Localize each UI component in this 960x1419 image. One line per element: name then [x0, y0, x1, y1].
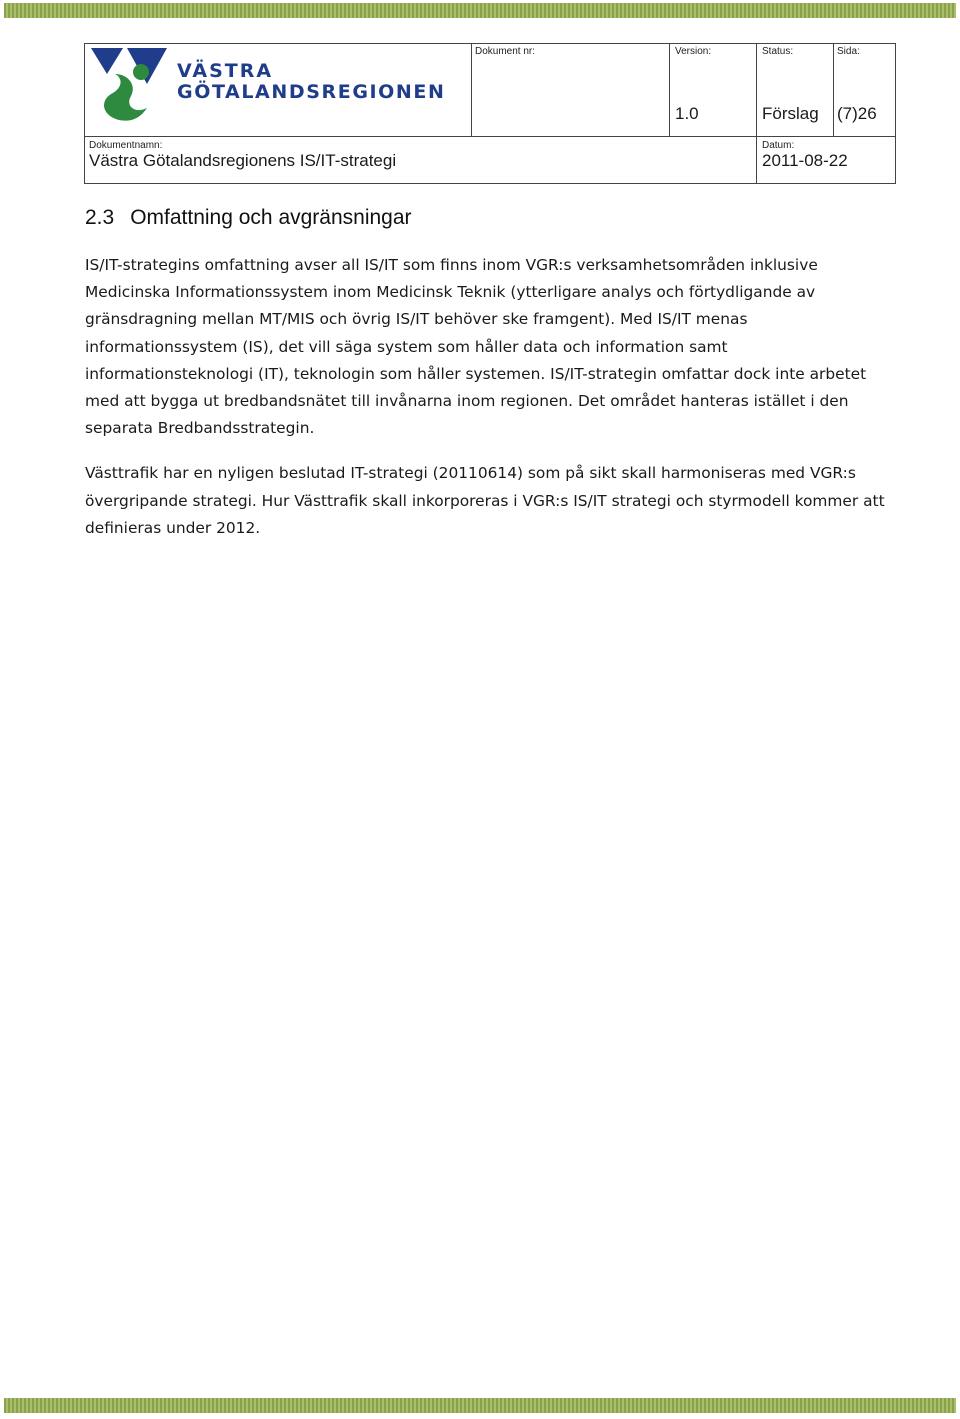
doc-name-value: Västra Götalandsregionens IS/IT-strategi	[89, 151, 397, 170]
bottom-decorative-stripe	[4, 1398, 956, 1413]
section-title: Omfattning och avgränsningar	[130, 206, 412, 229]
header-divider	[669, 44, 670, 136]
paragraph: Västtrafik har en nyligen beslutad IT-strategi (20110614) som på sikt skall harmoniseras med VGR:s övergripande strategi. Hur Västtrafik skall inkorporeras i VGR:s IS/IT strategi och styrmodell kommer att definieras under 2012.	[85, 464, 885, 537]
section-heading	[85, 206, 885, 230]
header-divider	[85, 136, 895, 137]
section-number: 2.3	[85, 206, 115, 229]
paragraph: IS/IT-strategins omfattning avser all IS/IT som finns inom VGR:s verksamhetsområden inklusive Medicinska Informationssystem inom Medicinsk Teknik (ytterligare analys och förtydligande av gränsdragning mellan MT/MIS och övrig IS/IT behöver ske framgent). Med IS/IT menas informationssystem (IS), det vill säga system som håller data och information samt informationsteknologi (IT), teknologin som håller systemen. IS/IT-strategin omfattar dock inte arbetet med att bygga ut bredbandsnätet till invånarna inom regionen. Det området hanteras istället i den separata Bredbandsstrategin.	[85, 256, 867, 438]
version-label: Version:	[675, 46, 712, 57]
header-divider	[756, 44, 757, 183]
document-header	[84, 43, 896, 184]
header-divider	[833, 44, 834, 136]
page-label: Sida:	[837, 46, 860, 57]
status-label: Status:	[762, 46, 794, 57]
main-content	[85, 206, 885, 560]
doc-name-label: Dokumentnamn:	[89, 140, 163, 151]
date-label: Datum:	[762, 140, 795, 151]
logo-line-2: GÖTALANDSREGIONEN	[177, 81, 446, 103]
vgr-logo-symbol-icon	[89, 44, 179, 128]
page-value: (7)26	[837, 104, 877, 123]
status-value: Förslag	[762, 104, 819, 123]
logo-line-1: VÄSTRA	[177, 60, 274, 82]
doc-nr-label: Dokument nr:	[475, 46, 536, 57]
header-divider	[471, 44, 472, 136]
version-value: 1.0	[675, 104, 699, 123]
top-decorative-stripe	[4, 3, 956, 18]
vgr-logo	[89, 44, 469, 128]
date-value: 2011-08-22	[762, 151, 848, 170]
